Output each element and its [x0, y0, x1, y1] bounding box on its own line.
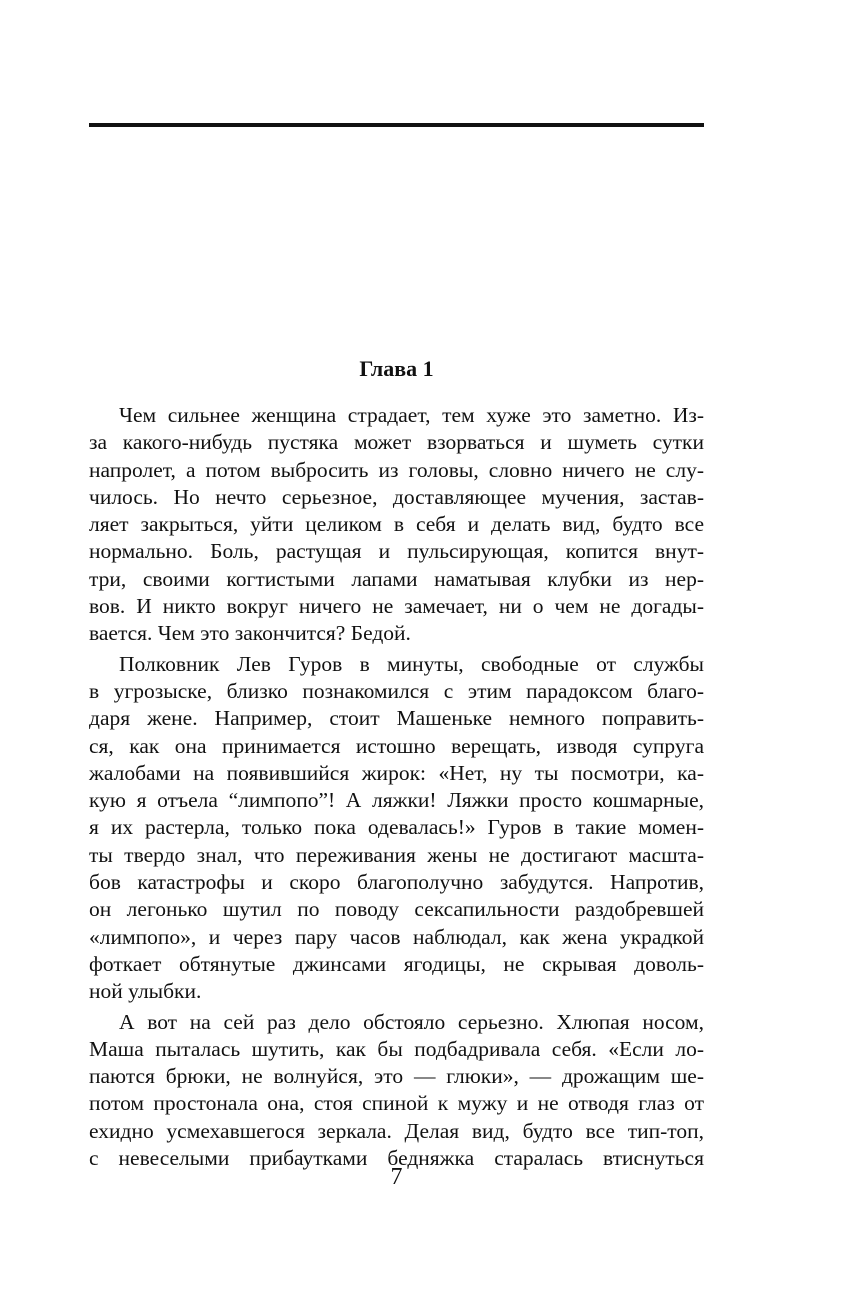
- text-line: за какого-нибудь пустяка может взорваться и шуметь сутки: [89, 430, 704, 455]
- text-line: А вот на сей раз дело обстояло серьезно. Хлюпая носом,: [119, 1009, 704, 1034]
- text-line: жалобами на появившийся жирок: «Нет, ну ты посмотри, ка-: [89, 760, 704, 785]
- text-line: ехидно усмехавшегося зеркала. Делая вид, будто все тип-топ,: [89, 1118, 704, 1143]
- text-line: в угрозыске, близко познакомился с этим парадоксом благо-: [89, 678, 704, 703]
- text-line: кую я отъела “лимпопо”! А ляжки! Ляжки просто кошмарные,: [89, 788, 704, 813]
- text-line: Чем сильнее женщина страдает, тем хуже это заметно. Из-: [119, 403, 704, 427]
- header-rule: [89, 123, 704, 127]
- text-line: потом простонала она, стоя спиной к мужу и не отводя глаз от: [89, 1091, 704, 1116]
- body-text: [89, 402, 704, 1172]
- text-line: ляет закрыться, уйти целиком в себя и делать вид, будто все: [89, 512, 704, 537]
- paragraph: [89, 651, 704, 1006]
- text-line: Маша пыталась шутить, как бы подбадривала себя. «Если ло-: [89, 1036, 704, 1061]
- text-line: бов катастрофы и скоро благополучно забудутся. Напротив,: [89, 870, 704, 895]
- page-number: 7: [390, 1164, 403, 1190]
- chapter-title: Глава 1: [359, 356, 434, 381]
- text-line: напролет, а потом выбросить из головы, словно ничего не слу-: [89, 457, 704, 482]
- text-line: даря жене. Например, стоит Машеньке немного поправить-: [89, 706, 704, 731]
- text-line: ты твердо знал, что переживания жены не достигают масшта-: [89, 842, 704, 867]
- text-line: вов. И никто вокруг ничего не замечает, ни о чем не догады-: [89, 594, 704, 619]
- text-line: фоткает обтянутые джинсами ягодицы, не скрывая доволь-: [89, 951, 704, 976]
- text-line: чилось. Но нечто серьезное, доставляющее мучения, застав-: [89, 484, 704, 509]
- text-line: ся, как она принимается истошно верещать, изводя супруга: [89, 733, 704, 758]
- text-line: вается. Чем это закончится? Бедой.: [89, 621, 411, 646]
- text-line: Полковник Лев Гуров в минуты, свободные от службы: [119, 651, 704, 676]
- text-line: ной улыбки.: [89, 979, 202, 1004]
- text-line: с невеселыми прибаутками бедняжка старалась втиснуться: [89, 1146, 704, 1171]
- text-line: три, своими когтистыми лапами наматывая клубки из нер-: [89, 566, 704, 591]
- text-line: «лимпопо», и через пару часов наблюдал, как жена украдкой: [89, 924, 704, 949]
- paragraph: [89, 1009, 704, 1173]
- text-line: паются брюки, не волнуйся, это — глюки», — дрожащим ше-: [89, 1064, 704, 1089]
- text-line: нормально. Боль, растущая и пульсирующая, копится внут-: [89, 539, 704, 564]
- text-line: он легонько шутил по поводу сексапильности раздобревшей: [89, 897, 704, 922]
- paragraph: [89, 402, 704, 648]
- text-line: я их растерла, только пока одевалась!» Гуров в такие момен-: [89, 815, 704, 840]
